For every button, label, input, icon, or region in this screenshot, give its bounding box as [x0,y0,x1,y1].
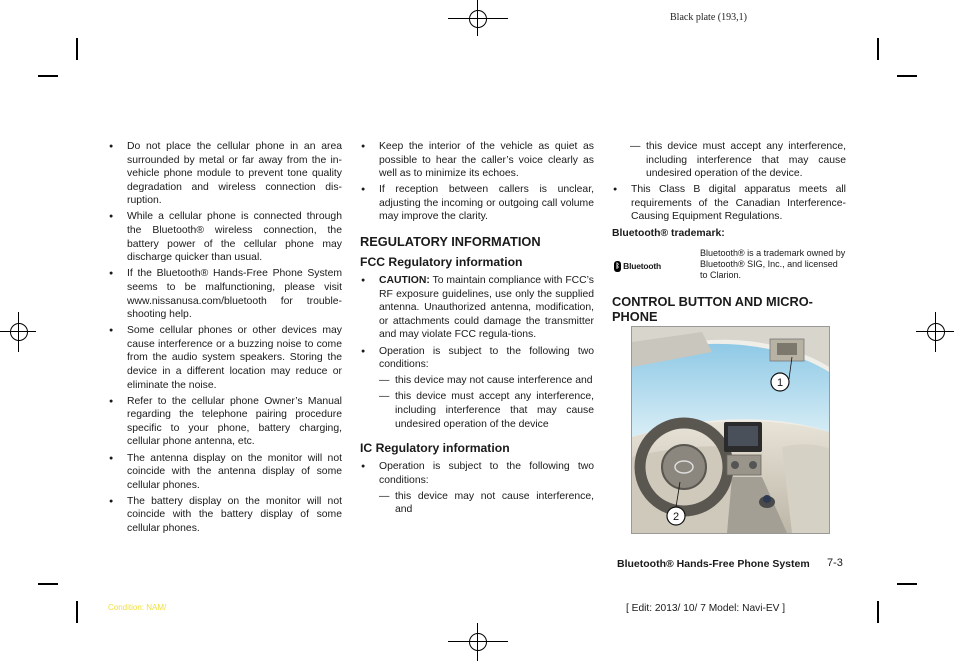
dash-text: this device must accept any interference, including interference that may cause undesired operation of the device. [646,141,846,180]
callout-1-label: 1 [776,377,784,389]
vehicle-interior-illustration [631,326,830,534]
control-button-heading: CONTROL BUTTON AND MICRO- PHONE [612,294,813,325]
dash-item: — this device may not cause interference, and [379,490,594,516]
column-3 [612,140,846,330]
list-item: ● This Class B digital apparatus meets all requirements of the Canadian Interference-Causing Equipment Regulations. [612,183,846,224]
list-item: ● The antenna display on the monitor will not coincide with the antenna display of some cellular phones. [108,452,342,493]
regulatory-heading: REGULATORY INFORMATION [360,234,541,250]
bt-trademark-block [612,248,846,288]
ic-list [360,460,594,487]
list-item: ● The battery display on the monitor will not coincide with the battery display of some cellular phones. [108,495,342,536]
edit-info: [ Edit: 2013/ 10/ 7 Model: Navi-EV ] [626,603,786,614]
list-item: ● Operation is subject to the following two conditions: [360,345,594,372]
bluetooth-logo: ᛒ Bluetooth [615,261,662,272]
dash-text: this device may not cause interference, and [395,490,594,516]
dash-text: this device must accept any interference, including interference that may cause undesired operation of the device [395,391,594,430]
page-number: 7-3 [827,557,843,569]
dash-item: — this device must accept any interference, including interference that may cause undesired operation of the device. [630,141,846,180]
bullet-list-col1 [108,140,342,536]
dash-item: — this device may not cause interference and [379,375,593,387]
list-item: ● If the Bluetooth® Hands-Free Phone System seems to be malfunctioning, please visit www.nissanusa.com/bluetooth for trouble-shooting help. [108,267,342,321]
list-item: ● Keep the interior of the vehicle as quiet as possible to hear the caller’s voice clearly as well as to minimize its echoes. [360,140,594,181]
ic-heading: IC Regulatory information [360,441,510,456]
fcc-list [360,274,594,372]
caution-label: CAUTION: [379,275,430,287]
list-item: ● While a cellular phone is connected through the Bluetooth® wireless connection, the battery power of the cellular phone may discharge quicker than usual. [108,210,342,264]
bullet-list-col3 [612,183,846,224]
column-1 [108,140,342,538]
list-item: ● If reception between callers is unclear, adjusting the incoming or outgoing call volume may improve the clarity. [360,183,594,224]
caution-item [360,274,594,342]
section-title: Bluetooth® Hands-Free Phone System [617,558,810,570]
condition-label: Condition: NAM/ [108,603,167,612]
callout-2-label: 2 [672,511,680,523]
bullet-list-col2 [360,140,594,224]
list-item: ● Refer to the cellular phone Owner’s Manual regarding the telephone pairing procedure specific to your phone, battery charging, cellular phone antenna, etc. [108,395,342,449]
caution-text: To maintain compliance with FCC’s RF exposure guidelines, use only the supplied antenna. Unauthorized antenna, modification, or attachments could damage the transmitter and may violate FCC regula-tions. [379,275,594,341]
list-item: ● Some cellular phones or other devices may cause interference or a buzzing noise to come from the audio system speakers. Storing the device in a different location may reduce or eliminate the noise. [108,324,342,392]
dash-item: — this device must accept any interference, including interference that may cause undesired operation of the device [379,391,594,430]
dash-text: this device may not cause interference and [395,375,593,387]
bt-trademark-text: Bluetooth® is a trademark owned by Bluetooth® SIG, Inc., and licensed to Clarion. [700,248,846,281]
fcc-heading: FCC Regulatory information [360,255,523,270]
list-item: ● Operation is subject to the following two conditions: [360,460,594,487]
plate-label: Black plate (193,1) [670,12,747,23]
bluetooth-icon: ᛒ [615,263,620,271]
bt-trademark-heading: Bluetooth® trademark: [612,227,725,239]
column-2 [360,140,594,519]
list-item: ● Do not place the cellular phone in an area surrounded by metal or far away from the in-vehicle phone module to prevent tone quality degradation and wireless connection dis-ruption. [108,140,342,208]
